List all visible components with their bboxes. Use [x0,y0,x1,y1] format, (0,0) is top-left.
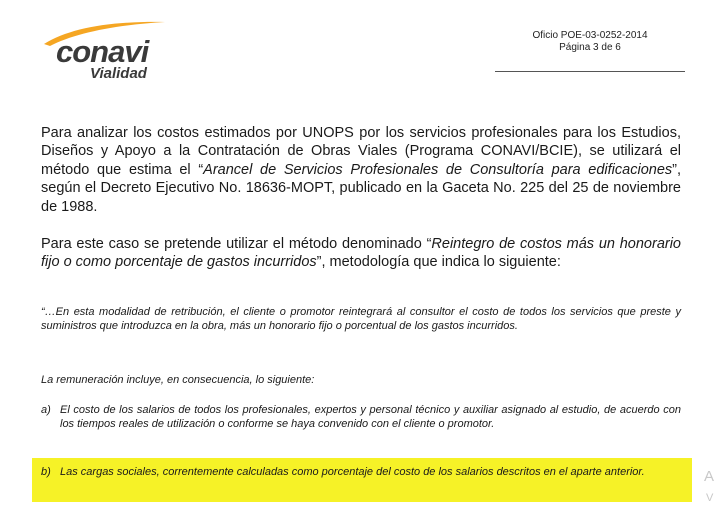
text-highlight [32,458,692,502]
method-paragraph [41,235,681,272]
list-item [41,466,681,480]
intro-text-start: Para analizar los costos estimados por UNOPS por los servicios profesionales para los Estudios, Diseños y Apoyo a la Contratación de Obras Viales (Programa CONAVI/BCIE), se utilizará el método que estima el “ [41,125,681,178]
office-number: Oficio POE-03-0252-2014 [532,30,648,41]
method-text-end: ”, metodología que indica lo siguiente: [316,254,561,271]
tariff-title: Arancel de Servicios Profesionales de Consultoría para edificaciones [203,161,673,178]
logo-wordmark: conavi [56,34,149,69]
list-item [41,404,681,432]
remuneration-intro: La remuneración incluye, en consecuencia, lo siguiente: [41,374,315,386]
quoted-passage: “…En esta modalidad de retribución, el cliente o promotor reintegrará al consultor el costo de todos los servicios que preste y suministros que introduzca en la obra, más un honorario fijo o porcentual de los gastos incurridos. [41,306,681,332]
cropped-side-text: V [706,492,714,504]
conavi-logo [40,18,200,82]
method-text-start: Para este caso se pretende utilizar el método denominado “ [41,236,432,252]
logo-subtitle: Vialidad [90,65,147,82]
list-marker: b) [41,466,51,478]
cropped-side-text: A [704,468,715,485]
intro-paragraph [41,124,681,216]
list-item-text: Las cargas sociales, correntemente calculadas como porcentaje del costo de los salarios descritos en el aparte anterior. [60,466,645,478]
list-marker: a) [41,404,51,416]
document-reference [495,30,685,54]
list-item-text: El costo de los salarios de todos los profesionales, expertos y personal técnico y auxiliar asignado al estudio, de acuerdo con los tiempos reales de utilización o conforme se haya convenido con el cliente o promotor. [60,404,681,430]
header-divider [495,71,685,72]
intro-text-end: ”, según el Decreto Ejecutivo No. 18636-MOPT, publicado en la Gaceta No. 225 del 25 de noviembre de 1988. [41,161,681,215]
page-number: Página 3 de 6 [559,42,621,53]
method-name: Reintegro de costos más un honorario fijo o como porcentaje de gastos incurridos [41,236,682,271]
